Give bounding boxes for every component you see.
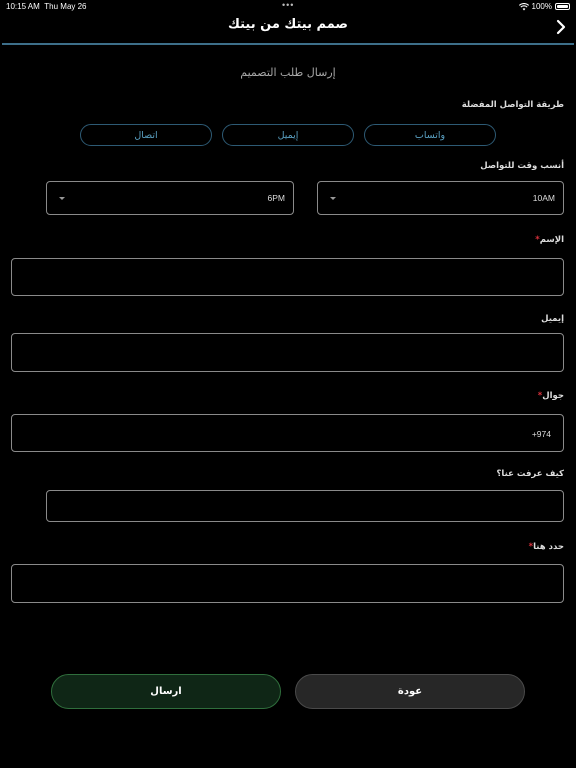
contact-method-label: طريقة التواصل المفضلة (461, 100, 564, 110)
date-text: Thu May 26 (44, 2, 87, 11)
phone-prefix: +974 (531, 429, 551, 439)
header-divider (2, 43, 574, 45)
specify-input[interactable] (11, 564, 564, 603)
time-from-select[interactable] (317, 181, 564, 215)
back-button[interactable]: عودة (295, 674, 525, 709)
contact-option-call[interactable]: اتصال (80, 124, 212, 146)
chevron-right-icon[interactable] (554, 18, 568, 36)
required-star: * (528, 542, 534, 552)
time-from-value: 10AM (532, 193, 555, 203)
wifi-icon (519, 3, 529, 11)
status-right (519, 2, 570, 11)
contact-option-whatsapp[interactable]: واتساب (364, 124, 496, 146)
dropdown-arrow-icon (330, 197, 336, 200)
status-time (6, 2, 87, 11)
name-label-text: الإسم (539, 235, 564, 245)
multitask-dots[interactable]: ••• (282, 0, 295, 10)
phone-input[interactable] (11, 414, 564, 452)
required-star: * (535, 235, 540, 245)
page-title: صمم بيتك من بيتك (228, 17, 348, 32)
phone-label-text: جوال (542, 391, 564, 401)
time-to-select[interactable] (46, 181, 294, 215)
email-label: إيميل (541, 314, 564, 324)
referral-label: كيف عرفت عنا؟ (496, 469, 564, 479)
referral-select[interactable] (46, 490, 564, 522)
name-label (535, 235, 564, 245)
phone-label (538, 391, 564, 401)
email-input[interactable] (11, 333, 564, 372)
dropdown-arrow-icon (59, 197, 65, 200)
required-star: * (537, 391, 543, 401)
battery-icon (555, 3, 570, 10)
best-time-label: أنسب وقت للتواصل (480, 161, 564, 171)
submit-button[interactable]: ارسال (51, 674, 281, 709)
form-subtitle: إرسال طلب التصميم (240, 66, 336, 79)
time-text: 10:15 AM (6, 2, 40, 11)
time-to-value: 6PM (267, 193, 285, 203)
specify-label (529, 542, 564, 552)
name-input[interactable] (11, 258, 564, 296)
battery-percent: 100% (531, 2, 552, 11)
specify-label-text: حدد هنا (533, 542, 564, 552)
contact-option-email[interactable]: إيميل (222, 124, 354, 146)
